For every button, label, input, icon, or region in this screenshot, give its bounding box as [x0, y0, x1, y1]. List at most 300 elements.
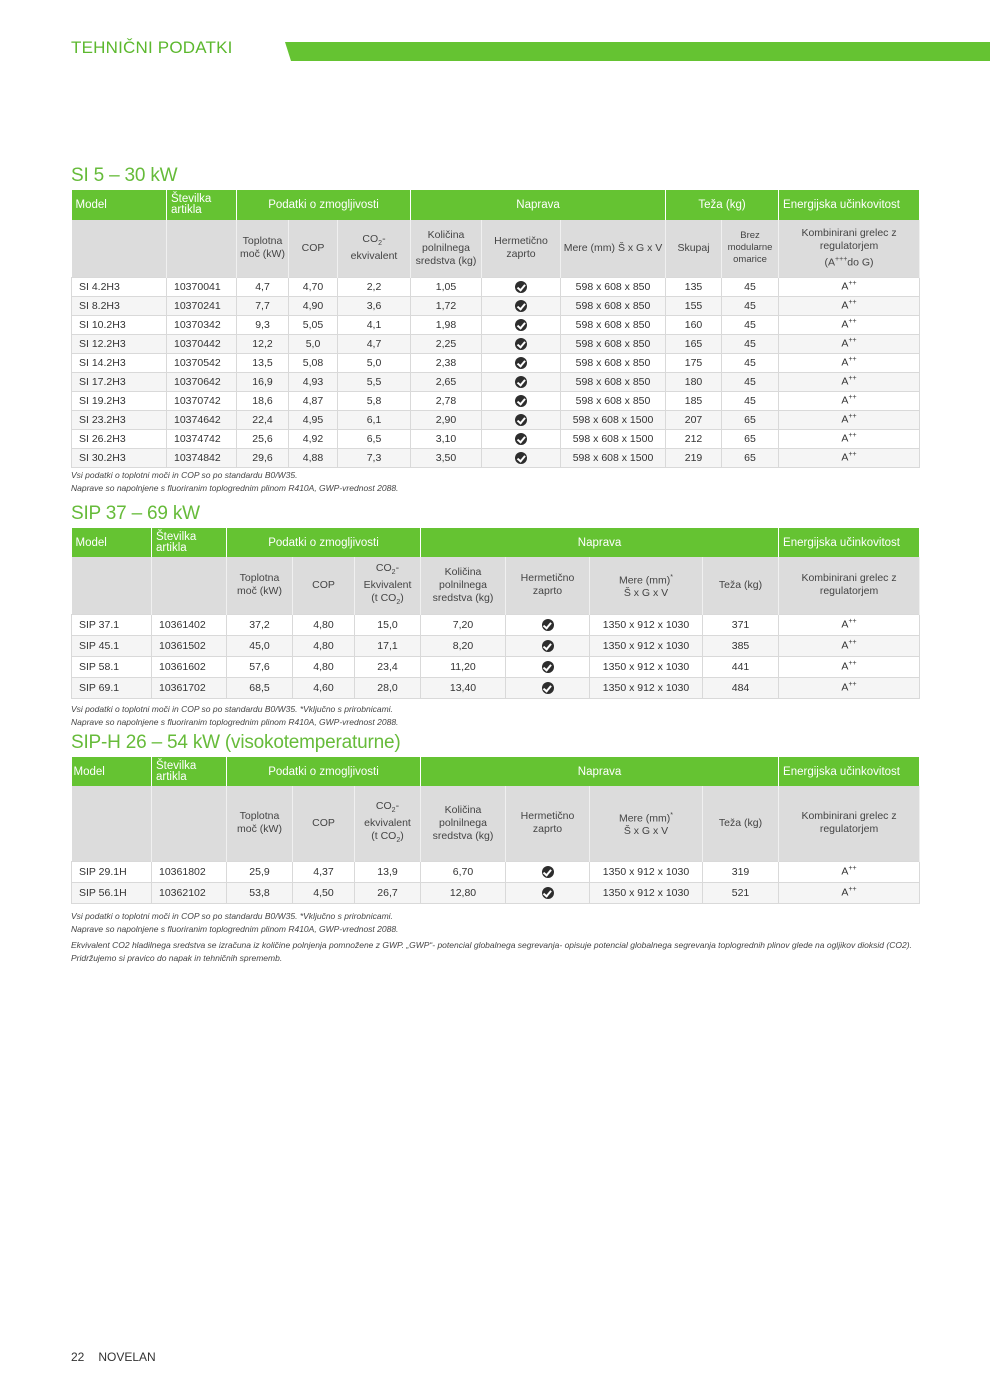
cell-article: 10374842	[167, 448, 237, 467]
cell-model: SI 26.2H3	[72, 429, 167, 448]
efficiency-class-plus: ++	[848, 660, 857, 668]
cell-without-box: 45	[722, 391, 779, 410]
co2-label: CO	[375, 799, 392, 812]
col-total: Skupaj	[666, 220, 722, 277]
cell-heat-output: 68,5	[227, 677, 293, 698]
cell-heat-output: 4,7	[237, 277, 289, 296]
col-cop: COP	[293, 786, 355, 861]
co2-unit-sub: 2	[396, 836, 401, 844]
cell-dims: 1350 x 912 x 1030	[590, 614, 703, 635]
check-circle-icon	[542, 619, 554, 631]
cell-cop: 4,80	[293, 635, 355, 656]
cell-hermetic	[482, 391, 561, 410]
efficiency-class: A	[841, 432, 849, 445]
cell-model: SIP 69.1	[72, 677, 152, 698]
cell-efficiency	[779, 448, 920, 467]
efficiency-class-plus: ++	[848, 394, 857, 402]
table-row	[72, 315, 920, 334]
cell-hermetic	[482, 410, 561, 429]
cell-efficiency	[779, 882, 920, 903]
page-header-title: TEHNIČNI PODATKI	[71, 38, 233, 57]
cell-dims: 598 x 608 x 850	[561, 334, 666, 353]
cell-model: SIP 45.1	[72, 635, 152, 656]
efficiency-class: A	[841, 618, 849, 631]
co2-unit-sub: 2	[396, 598, 401, 606]
cell-hermetic	[482, 372, 561, 391]
cell-co2: 5,8	[338, 391, 411, 410]
efficiency-class-plus: ++	[848, 356, 857, 364]
cell-heat-output: 45,0	[227, 635, 293, 656]
cell-article: 10362102	[152, 882, 227, 903]
cell-efficiency	[779, 410, 920, 429]
cell-hermetic	[482, 353, 561, 372]
cell-cop: 4,37	[293, 861, 355, 882]
check-circle-icon	[542, 682, 554, 694]
table-row	[72, 656, 920, 677]
table-row	[72, 277, 920, 296]
notes-si	[71, 469, 398, 495]
cell-co2: 6,5	[338, 429, 411, 448]
cell-weight: 385	[703, 635, 779, 656]
cell-hermetic	[482, 448, 561, 467]
col-hermetic: Hermetično zaprto	[506, 557, 590, 614]
cell-co2: 7,3	[338, 448, 411, 467]
cell-heat-output: 12,2	[237, 334, 289, 353]
heater-line1: Kombinirani grelec z regulatorjem	[801, 227, 897, 252]
cell-cop: 4,80	[293, 614, 355, 635]
spec-table-sip-h	[71, 757, 920, 904]
cell-total: 185	[666, 391, 722, 410]
cell-dims: 1350 x 912 x 1030	[590, 635, 703, 656]
co2-unit-close: )	[400, 829, 404, 842]
co2-label: CO	[362, 233, 379, 246]
table-row	[72, 391, 920, 410]
cell-dims: 598 x 608 x 850	[561, 372, 666, 391]
check-circle-icon	[515, 452, 527, 464]
cell-refrigerant: 1,72	[411, 296, 482, 315]
page-number: 22	[71, 1350, 85, 1364]
cell-dims: 598 x 608 x 850	[561, 315, 666, 334]
col-heat-output: Toplotna moč (kW)	[227, 786, 293, 861]
table-row	[72, 353, 920, 372]
efficiency-class: A	[841, 413, 849, 426]
check-circle-icon	[515, 281, 527, 293]
efficiency-class: A	[841, 886, 849, 899]
heater-range-end: do G)	[847, 256, 874, 269]
cell-refrigerant: 12,80	[421, 882, 506, 903]
cell-cop: 4,88	[289, 448, 338, 467]
co2-unit-close: )	[400, 591, 404, 604]
efficiency-class: A	[841, 337, 849, 350]
heater-range-sup: +++	[835, 256, 848, 263]
cell-without-box: 65	[722, 448, 779, 467]
col-hermetic: Hermetično zaprto	[506, 786, 590, 861]
col-group-performance: Podatki o zmogljivosti	[237, 190, 411, 220]
col-group-device: Naprava	[421, 528, 779, 557]
cell-refrigerant: 6,70	[421, 861, 506, 882]
cell-heat-output: 9,3	[237, 315, 289, 334]
cell-without-box: 45	[722, 353, 779, 372]
note-line: Naprave so napolnjene s fluoriranim toplogrednim plinom R410A, GWP-vrednost 2088.	[71, 924, 399, 934]
col-blank	[72, 220, 167, 277]
cell-efficiency	[779, 677, 920, 698]
spec-table-sip	[71, 528, 920, 699]
cell-total: 175	[666, 353, 722, 372]
cell-refrigerant: 8,20	[421, 635, 506, 656]
check-circle-icon	[542, 661, 554, 673]
col-refrigerant: Količina polnilnega sredstva (kg)	[421, 786, 506, 861]
cell-efficiency	[779, 296, 920, 315]
brand-name: NOVELAN	[98, 1350, 156, 1364]
cell-dims: 598 x 608 x 850	[561, 391, 666, 410]
cell-heat-output: 22,4	[237, 410, 289, 429]
cell-without-box: 45	[722, 334, 779, 353]
check-circle-icon	[515, 414, 527, 426]
col-without-box: Brez modularne omarice	[722, 220, 779, 277]
cell-dims: 1350 x 912 x 1030	[590, 861, 703, 882]
check-circle-icon	[542, 640, 554, 652]
cell-total: 207	[666, 410, 722, 429]
cell-article: 10370342	[167, 315, 237, 334]
cell-dims: 598 x 608 x 1500	[561, 429, 666, 448]
cell-model: SI 8.2H3	[72, 296, 167, 315]
efficiency-class: A	[841, 318, 849, 331]
table-row	[72, 429, 920, 448]
cell-model: SI 19.2H3	[72, 391, 167, 410]
col-group-performance: Podatki o zmogljivosti	[227, 757, 421, 786]
col-group-article: Številka artikla	[152, 528, 227, 557]
note-line: Ekvivalent CO2 hladilnega sredstva se izračuna iz količine polnjenja pomnožene z GWP. „GWP“- potencial globalnega segrevanja- opisuje potencial globalnega segrevanja toplogrednih plinov glede na ogljikov dioksid (CO2). Pridržujemo si pravico do napak in tehničnih sprememb.	[71, 940, 912, 963]
col-group-article: Številka artikla	[152, 757, 227, 786]
cell-efficiency	[779, 391, 920, 410]
col-weight: Teža (kg)	[703, 786, 779, 861]
cell-cop: 4,70	[289, 277, 338, 296]
cell-co2: 23,4	[355, 656, 421, 677]
check-circle-icon	[515, 376, 527, 388]
cell-efficiency	[779, 277, 920, 296]
cell-refrigerant: 13,40	[421, 677, 506, 698]
efficiency-class: A	[841, 356, 849, 369]
cell-total: 180	[666, 372, 722, 391]
cell-co2: 28,0	[355, 677, 421, 698]
co2-unit: (t CO	[371, 591, 397, 604]
cell-dims: 598 x 608 x 1500	[561, 448, 666, 467]
cell-refrigerant: 2,25	[411, 334, 482, 353]
cell-model: SIP 58.1	[72, 656, 152, 677]
cell-model: SI 23.2H3	[72, 410, 167, 429]
cell-model: SIP 29.1H	[72, 861, 152, 882]
efficiency-class-plus: ++	[848, 451, 857, 459]
cell-efficiency	[779, 315, 920, 334]
efficiency-class-plus: ++	[848, 318, 857, 326]
cell-co2: 6,1	[338, 410, 411, 429]
cell-hermetic	[482, 296, 561, 315]
cell-cop: 4,50	[293, 882, 355, 903]
header-accent-bar	[285, 42, 990, 61]
col-heat-output: Toplotna moč (kW)	[237, 220, 289, 277]
cell-article: 10374742	[167, 429, 237, 448]
efficiency-class: A	[841, 639, 849, 652]
cell-model: SIP 37.1	[72, 614, 152, 635]
spec-table-si	[71, 190, 920, 468]
cell-refrigerant: 2,38	[411, 353, 482, 372]
dims-axes: Š x G x V	[623, 587, 669, 599]
col-blank	[152, 557, 227, 614]
cell-dims: 1350 x 912 x 1030	[590, 656, 703, 677]
col-co2	[355, 786, 421, 861]
cell-co2: 13,9	[355, 861, 421, 882]
efficiency-class-plus: ++	[848, 280, 857, 288]
cell-article: 10361802	[152, 861, 227, 882]
cell-co2: 5,0	[338, 353, 411, 372]
efficiency-class: A	[841, 865, 849, 878]
co2-suffix: -ekvivalent	[350, 233, 398, 263]
cell-co2: 3,6	[338, 296, 411, 315]
cell-model: SI 10.2H3	[72, 315, 167, 334]
cell-heat-output: 25,6	[237, 429, 289, 448]
cell-heat-output: 29,6	[237, 448, 289, 467]
check-circle-icon	[515, 300, 527, 312]
cell-refrigerant: 2,65	[411, 372, 482, 391]
co2-sub: 2	[378, 240, 383, 248]
check-circle-icon	[542, 866, 554, 878]
cell-efficiency	[779, 656, 920, 677]
cell-refrigerant: 1,98	[411, 315, 482, 334]
col-group-model: Model	[72, 528, 152, 557]
cell-total: 212	[666, 429, 722, 448]
table-row	[72, 410, 920, 429]
col-weight: Teža (kg)	[703, 557, 779, 614]
cell-article: 10370041	[167, 277, 237, 296]
efficiency-class-plus: ++	[848, 639, 857, 647]
cell-co2: 26,7	[355, 882, 421, 903]
col-co2	[355, 557, 421, 614]
cell-total: 219	[666, 448, 722, 467]
cell-total: 160	[666, 315, 722, 334]
cell-article: 10374642	[167, 410, 237, 429]
cell-hermetic	[506, 677, 590, 698]
co2-label: CO	[375, 561, 392, 574]
dims-label: Mere (mm)	[618, 574, 671, 586]
col-group-device: Naprava	[421, 757, 779, 786]
efficiency-class-plus: ++	[848, 337, 857, 345]
cell-heat-output: 16,9	[237, 372, 289, 391]
co2-unit: (t CO	[371, 829, 397, 842]
cell-dims: 1350 x 912 x 1030	[590, 882, 703, 903]
efficiency-class-plus: ++	[848, 865, 857, 873]
cell-hermetic	[506, 656, 590, 677]
cell-refrigerant: 11,20	[421, 656, 506, 677]
cell-dims: 598 x 608 x 850	[561, 353, 666, 372]
cell-without-box: 65	[722, 410, 779, 429]
dims-footnote-mark: *	[670, 573, 674, 581]
cell-cop: 5,08	[289, 353, 338, 372]
efficiency-class: A	[841, 375, 849, 388]
cell-without-box: 45	[722, 372, 779, 391]
col-group-model: Model	[72, 190, 167, 220]
cell-heat-output: 25,9	[227, 861, 293, 882]
col-blank	[72, 786, 152, 861]
cell-dims: 598 x 608 x 850	[561, 296, 666, 315]
cell-heat-output: 57,6	[227, 656, 293, 677]
note-line: Vsi podatki o toplotni moči in COP so po standardu B0/W35.	[71, 470, 298, 480]
cell-model: SIP 56.1H	[72, 882, 152, 903]
cell-total: 135	[666, 277, 722, 296]
cell-co2: 17,1	[355, 635, 421, 656]
cell-efficiency	[779, 353, 920, 372]
notes-sip	[71, 703, 398, 729]
cell-weight: 371	[703, 614, 779, 635]
cell-co2: 5,5	[338, 372, 411, 391]
cell-cop: 4,80	[293, 656, 355, 677]
col-cop: COP	[289, 220, 338, 277]
cell-weight: 521	[703, 882, 779, 903]
efficiency-class: A	[841, 280, 849, 293]
cell-co2: 2,2	[338, 277, 411, 296]
cell-co2: 15,0	[355, 614, 421, 635]
col-group-model: Model	[72, 757, 152, 786]
cell-co2: 4,7	[338, 334, 411, 353]
cell-total: 155	[666, 296, 722, 315]
efficiency-class-plus: ++	[848, 618, 857, 626]
co2-suffix: -ekvivalent	[364, 799, 411, 829]
col-group-article: Številka artikla	[167, 190, 237, 220]
dims-label: Mere (mm)	[618, 812, 671, 824]
dims-footnote-mark: *	[670, 811, 674, 819]
col-heater: Kombinirani grelec z regulatorjem	[779, 786, 920, 861]
cell-hermetic	[482, 315, 561, 334]
efficiency-class: A	[841, 394, 849, 407]
cell-hermetic	[506, 635, 590, 656]
cell-heat-output: 18,6	[237, 391, 289, 410]
cell-efficiency	[779, 429, 920, 448]
cell-cop: 4,92	[289, 429, 338, 448]
cell-efficiency	[779, 635, 920, 656]
cell-without-box: 45	[722, 277, 779, 296]
cell-refrigerant: 7,20	[421, 614, 506, 635]
cell-hermetic	[482, 429, 561, 448]
cell-dims: 598 x 608 x 850	[561, 277, 666, 296]
cell-refrigerant: 3,50	[411, 448, 482, 467]
table-row	[72, 882, 920, 903]
col-dims	[590, 557, 703, 614]
table-row	[72, 372, 920, 391]
check-circle-icon	[542, 887, 554, 899]
cell-heat-output: 13,5	[237, 353, 289, 372]
section-title-sip-h: SIP-H 26 – 54 kW (visokotemperaturne)	[71, 732, 401, 753]
col-group-efficiency: Energijska učinkovitost	[779, 190, 920, 220]
cell-heat-output: 7,7	[237, 296, 289, 315]
col-refrigerant: Količina polnilnega sredstva (kg)	[421, 557, 506, 614]
cell-without-box: 65	[722, 429, 779, 448]
cell-hermetic	[482, 334, 561, 353]
cell-model: SI 4.2H3	[72, 277, 167, 296]
efficiency-class: A	[841, 681, 849, 694]
note-line: Naprave so napolnjene s fluoriranim toplogrednim plinom R410A, GWP-vrednost 2088.	[71, 717, 399, 727]
cell-model: SI 17.2H3	[72, 372, 167, 391]
col-group-efficiency: Energijska učinkovitost	[779, 757, 920, 786]
section-title-sip: SIP 37 – 69 kW	[71, 503, 200, 524]
co2-sub: 2	[391, 568, 396, 576]
cell-efficiency	[779, 861, 920, 882]
cell-heat-output: 37,2	[227, 614, 293, 635]
note-line: Vsi podatki o toplotni moči in COP so po standardu B0/W35. *Vključno s prirobnicami.	[71, 911, 393, 921]
col-group-device: Naprava	[411, 190, 666, 220]
col-group-efficiency: Energijska učinkovitost	[779, 528, 920, 557]
col-blank	[152, 786, 227, 861]
cell-article: 10370542	[167, 353, 237, 372]
cell-hermetic	[506, 614, 590, 635]
cell-cop: 4,87	[289, 391, 338, 410]
col-dims	[590, 786, 703, 861]
efficiency-class-plus: ++	[848, 432, 857, 440]
cell-model: SI 30.2H3	[72, 448, 167, 467]
efficiency-class-plus: ++	[848, 375, 857, 383]
cell-refrigerant: 2,78	[411, 391, 482, 410]
cell-cop: 4,95	[289, 410, 338, 429]
cell-efficiency	[779, 372, 920, 391]
page-footer	[71, 1350, 156, 1364]
note-line: Naprave so napolnjene s fluoriranim toplogrednim plinom R410A, GWP-vrednost 2088.	[71, 483, 399, 493]
col-cop: COP	[293, 557, 355, 614]
table-row	[72, 296, 920, 315]
table-row	[72, 677, 920, 698]
cell-heat-output: 53,8	[227, 882, 293, 903]
cell-refrigerant: 3,10	[411, 429, 482, 448]
cell-cop: 4,60	[293, 677, 355, 698]
cell-without-box: 45	[722, 296, 779, 315]
check-circle-icon	[515, 319, 527, 331]
efficiency-class: A	[841, 299, 849, 312]
efficiency-class-plus: ++	[848, 299, 857, 307]
table-row	[72, 334, 920, 353]
col-heat-output: Toplotna moč (kW)	[227, 557, 293, 614]
cell-article: 10370642	[167, 372, 237, 391]
cell-hermetic	[506, 861, 590, 882]
col-heater: Kombinirani grelec z regulatorjem	[779, 557, 920, 614]
cell-cop: 5,0	[289, 334, 338, 353]
cell-dims: 598 x 608 x 1500	[561, 410, 666, 429]
cell-without-box: 45	[722, 315, 779, 334]
cell-article: 10370742	[167, 391, 237, 410]
check-circle-icon	[515, 357, 527, 369]
cell-article: 10361502	[152, 635, 227, 656]
co2-suffix: -Ekvivalent	[363, 561, 412, 591]
col-blank	[72, 557, 152, 614]
table-row	[72, 635, 920, 656]
cell-model: SI 12.2H3	[72, 334, 167, 353]
dims-axes: Š x G x V	[623, 825, 669, 837]
table-row	[72, 448, 920, 467]
cell-model: SI 14.2H3	[72, 353, 167, 372]
col-co2	[338, 220, 411, 277]
col-refrigerant: Količina polnilnega sredstva (kg)	[411, 220, 482, 277]
heater-range-start: (A	[824, 256, 836, 269]
cell-article: 10361702	[152, 677, 227, 698]
cell-hermetic	[482, 277, 561, 296]
col-heater	[779, 220, 920, 277]
table-row	[72, 861, 920, 882]
cell-co2: 4,1	[338, 315, 411, 334]
cell-weight: 319	[703, 861, 779, 882]
efficiency-class-plus: ++	[848, 413, 857, 421]
cell-article: 10370241	[167, 296, 237, 315]
cell-total: 165	[666, 334, 722, 353]
col-dims: Mere (mm) Š x G x V	[561, 220, 666, 277]
efficiency-class: A	[841, 660, 849, 673]
cell-dims: 1350 x 912 x 1030	[590, 677, 703, 698]
cell-article: 10370442	[167, 334, 237, 353]
